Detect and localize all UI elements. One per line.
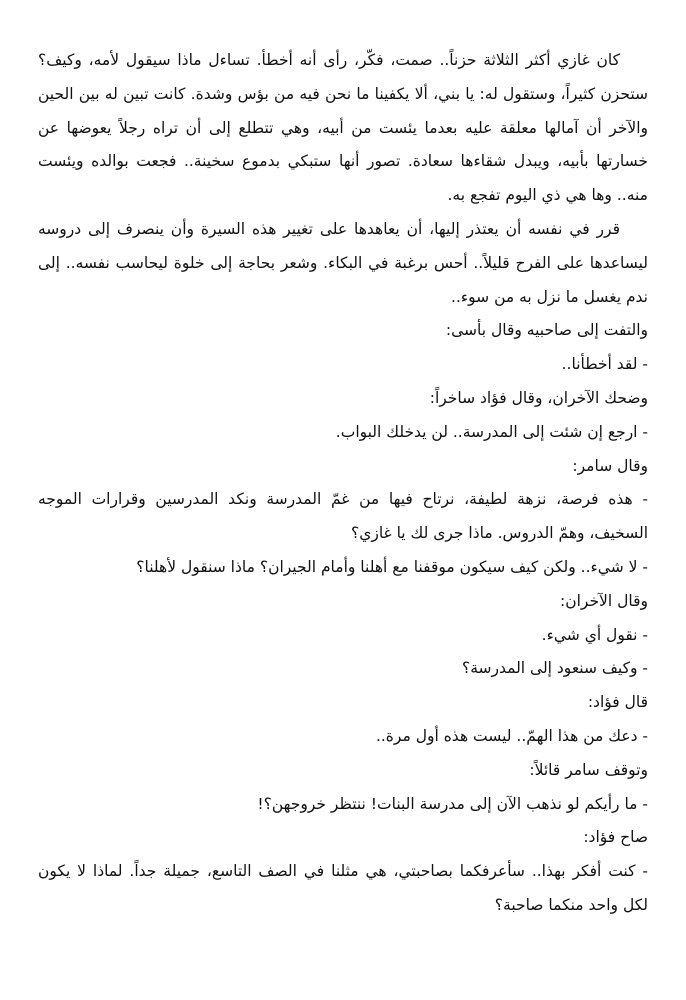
paragraph-12: - وكيف سنعود إلى المدرسة؟ xyxy=(461,659,648,678)
paragraph-6: - ارجع إن شئت إلى المدرسة.. لن يدخلك البواب. xyxy=(335,422,648,441)
paragraph-8: - هذه فرصة، نزهة لطيفة، نرتاح فيها من غمّ المدرسة ونكد المدرسين وقرارات الموجه السخيف، وهمّ الدروس. ماذا جرى لك يا غازي؟ xyxy=(38,490,648,543)
paragraph-18: - كنت أفكر بهذا.. سأعرفكما بصاحبتي، هي مثلنا في الصف التاسع، جميلة جداً. لماذا لا يكون لكل واحد منكما صاحبة؟ xyxy=(38,862,648,914)
paragraph-7: وقال سامر: xyxy=(572,456,648,475)
paragraph-17: صاح فؤاد: xyxy=(583,828,648,847)
page-body xyxy=(38,44,648,923)
paragraph-15: وتوقف سامر قائلاً: xyxy=(529,760,648,779)
paragraph-13: قال فؤاد: xyxy=(587,693,648,712)
paragraph-16: - ما رأيكم لو نذهب الآن إلى مدرسة البنات! ننتظر خروجهن؟! xyxy=(257,794,648,813)
paragraph-5: وضحك الآخران، وقال فؤاد ساخراً: xyxy=(429,388,648,407)
paragraph-2: قرر في نفسه أن يعتذر إليها، أن يعاهدها على تغيير هذه السيرة وأن ينصرف إلى دروسه ليساعدها على الفرح قليلاً.. أحس برغبة في البكاء. وشعر بحاجة إلى خلوة ليحاسب نفسه.. إلى ندم يغسل ما نزل به من سوء.. xyxy=(38,219,648,306)
paragraph-1: كان غازي أكثر الثلاثة حزناً.. صمت، فكّر، رأى أنه أخطأ. تساءل ماذا سيقول لأمه، وكيف؟ ستحزن كثيراً، وستقول له: يا بني، ألا يكفينا ما نحن فيه من بؤس وشدة. كانت تبين له بين الحين والآخر أن آمالها معلقة عليه بعدما يئست من أبيه، وهي تتطلع إلى أن تراه رجلاً يعوضها عن خسارتها بأبيه، ويبدل شقاءها سعادة. تصور أنها ستبكي بدموع سخينة.. فجعت بوالده ويئست منه.. وها هي ذي اليوم تفجع به. xyxy=(38,51,648,205)
paragraph-3: والتفت إلى صاحبيه وقال بأسى: xyxy=(445,321,648,340)
paragraph-14: - دعك من هذا الهمّ.. ليست هذه أول مرة.. xyxy=(375,726,648,745)
paragraph-11: - نقول أي شيء. xyxy=(541,625,648,644)
paragraph-4: - لقد أخطأنا.. xyxy=(561,355,648,374)
paragraph-9: - لا شيء.. ولكن كيف سيكون موقفنا مع أهلنا وأمام الجيران؟ ماذا سنقول لأهلنا؟ xyxy=(136,557,648,576)
paragraph-10: وقال الآخران: xyxy=(560,591,648,610)
